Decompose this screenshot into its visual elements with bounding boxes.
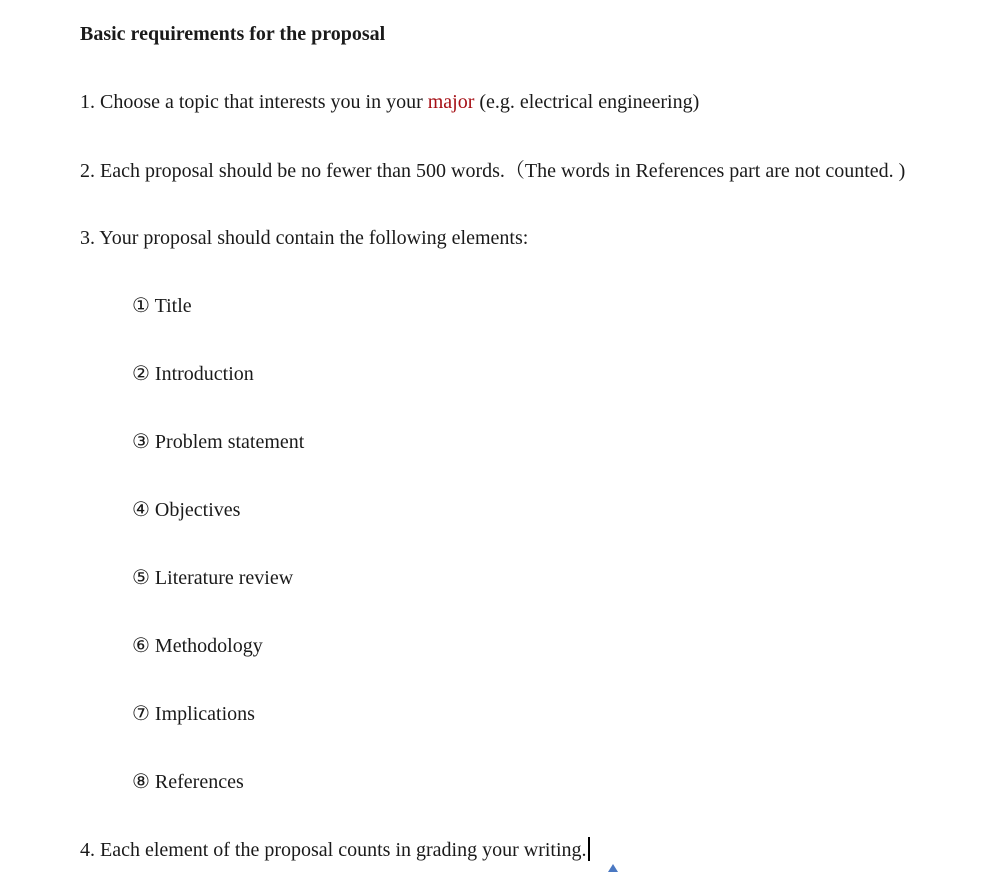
element-introduction: ② Introduction [132, 363, 254, 385]
requirement-2: 2. Each proposal should be no fewer than 500 words.（The words in References part are not counted. ) [80, 160, 906, 182]
element-title: ① Title [132, 295, 192, 317]
element-objectives: ④ Objectives [132, 499, 241, 521]
cursor-marker-icon [608, 864, 618, 872]
element-references: ⑧ References [132, 771, 244, 793]
requirement-1-text-before: 1. Choose a topic that interests you in your [80, 91, 428, 113]
requirement-3: 3. Your proposal should contain the following elements: [80, 227, 529, 249]
requirement-4-text: 4. Each element of the proposal counts in grading your writing. [80, 839, 587, 861]
requirement-1-text-after: (e.g. electrical engineering) [474, 91, 700, 113]
element-literature-review: ⑤ Literature review [132, 567, 294, 589]
document-heading: Basic requirements for the proposal [80, 23, 386, 45]
text-caret [588, 837, 590, 861]
element-methodology: ⑥ Methodology [132, 635, 263, 657]
requirement-4[interactable] [80, 837, 590, 862]
element-problem-statement: ③ Problem statement [132, 431, 305, 453]
requirement-1-highlight: major [427, 91, 475, 113]
element-implications: ⑦ Implications [132, 703, 255, 725]
requirement-1 [80, 90, 699, 114]
